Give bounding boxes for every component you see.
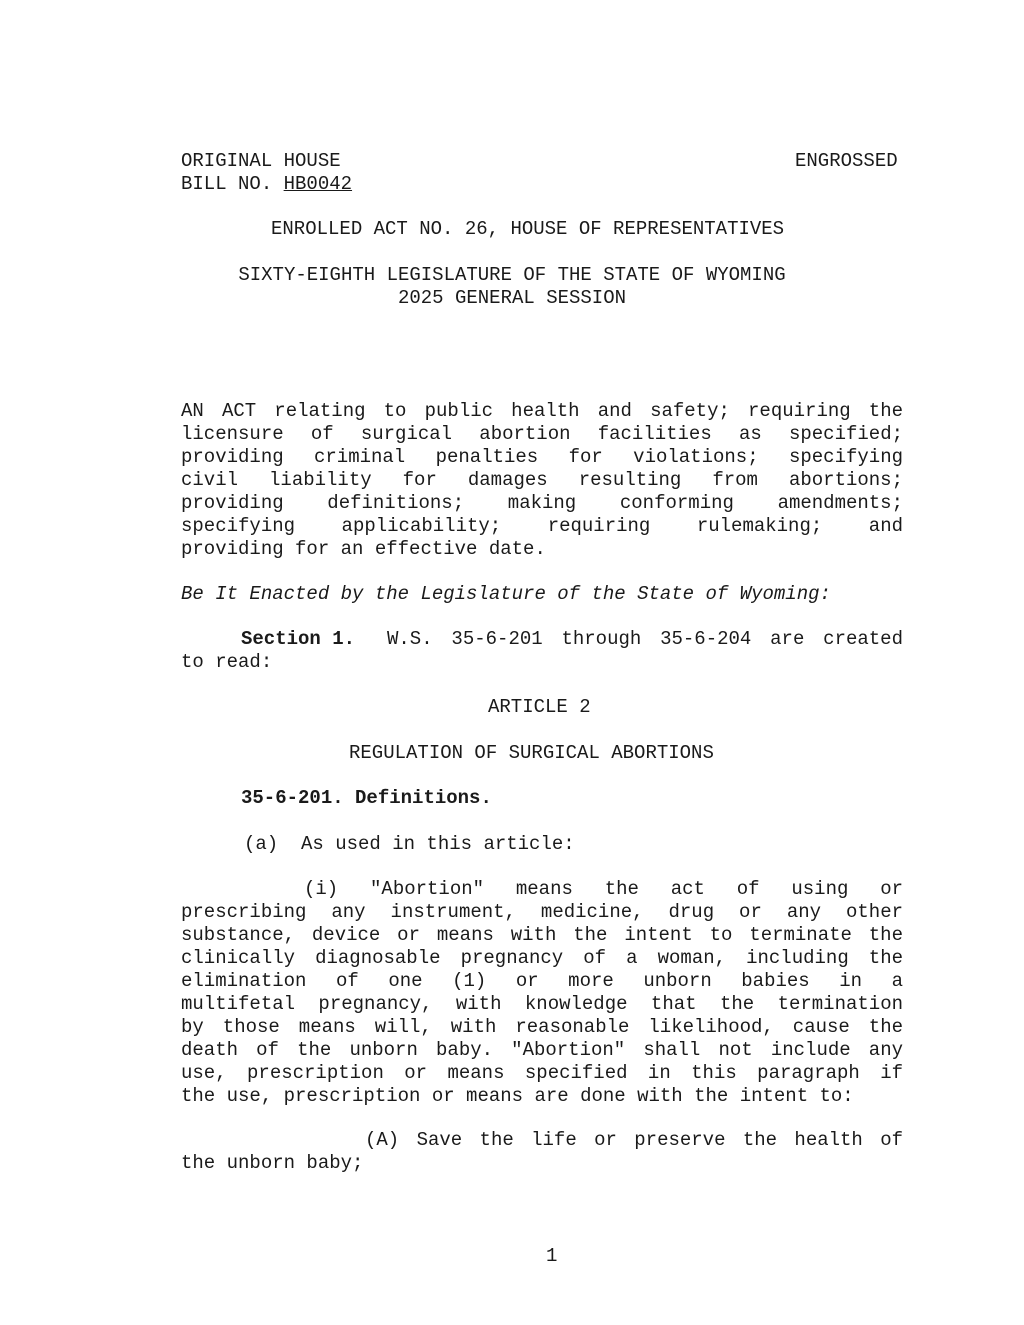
enrolled-act-title: ENROLLED ACT NO. 26, HOUSE OF REPRESENTATIVES — [271, 218, 785, 240]
engrossed-label: ENGROSSED — [795, 150, 898, 172]
paragraph-i-line: by those means will, with reasonable likelihood, cause the — [181, 1016, 903, 1038]
section-1-label: Section 1. — [241, 628, 356, 650]
statute-number: 35-6-201. — [241, 787, 344, 809]
subparagraph-A-line: (A) Save the life or preserve the health of — [365, 1129, 903, 1151]
article-title: REGULATION OF SURGICAL ABORTIONS — [349, 742, 714, 764]
paragraph-i-line: use, prescription or means specified in this paragraph if — [181, 1062, 903, 1084]
statute-title: Definitions. — [355, 787, 492, 809]
section-1-text: W.S. 35-6-201 through 35-6-204 are created — [387, 628, 903, 650]
paragraph-i-line: elimination of one (1) or more unborn babies in a — [181, 970, 903, 992]
article-number: ARTICLE 2 — [488, 696, 591, 718]
act-summary-line: civil liability for damages resulting from abortions; — [181, 469, 903, 491]
page-number: 1 — [546, 1245, 558, 1267]
paragraph-i-line: prescribing any instrument, medicine, drug or any other — [181, 901, 903, 923]
paragraph-i-line: clinically diagnosable pregnancy of a woman, including the — [181, 947, 903, 969]
session-title: 2025 GENERAL SESSION — [397, 287, 627, 309]
subsection-a: (a) As used in this article: — [244, 833, 575, 855]
act-summary-line: providing for an effective date. — [181, 538, 546, 560]
bill-number-line — [181, 173, 352, 196]
paragraph-i-line: the use, prescription or means are done with the intent to: — [181, 1085, 854, 1107]
subparagraph-A-line: the unborn baby; — [181, 1152, 364, 1174]
paragraph-i-line: death of the unborn baby. "Abortion" shall not include any — [181, 1039, 903, 1061]
bill-number: HB0042 — [283, 173, 353, 195]
statute-heading — [241, 787, 492, 810]
enacting-clause: Be It Enacted by the Legislature of the State of Wyoming: — [181, 583, 831, 605]
act-summary-line: providing definitions; making conforming amendments; — [181, 492, 903, 514]
act-summary-line: AN ACT relating to public health and safety; requiring the — [181, 400, 903, 422]
legislature-title: SIXTY-EIGHTH LEGISLATURE OF THE STATE OF WYOMING — [238, 264, 786, 286]
act-summary-line: providing criminal penalties for violations; specifying — [181, 446, 903, 468]
original-house-label: ORIGINAL HOUSE — [181, 150, 341, 172]
bill-no-label: BILL NO. — [181, 173, 273, 195]
act-summary-line: specifying applicability; requiring rulemaking; and — [181, 515, 903, 537]
section-1-line — [241, 628, 355, 651]
act-summary-line: licensure of surgical abortion facilities as specified; — [181, 423, 903, 445]
paragraph-i-line: (i) "Abortion" means the act of using or — [304, 878, 903, 900]
paragraph-i-line: substance, device or means with the intent to terminate the — [181, 924, 903, 946]
section-1-text-cont: to read: — [181, 651, 273, 673]
paragraph-i-line: multifetal pregnancy, with knowledge that the termination — [181, 993, 903, 1015]
